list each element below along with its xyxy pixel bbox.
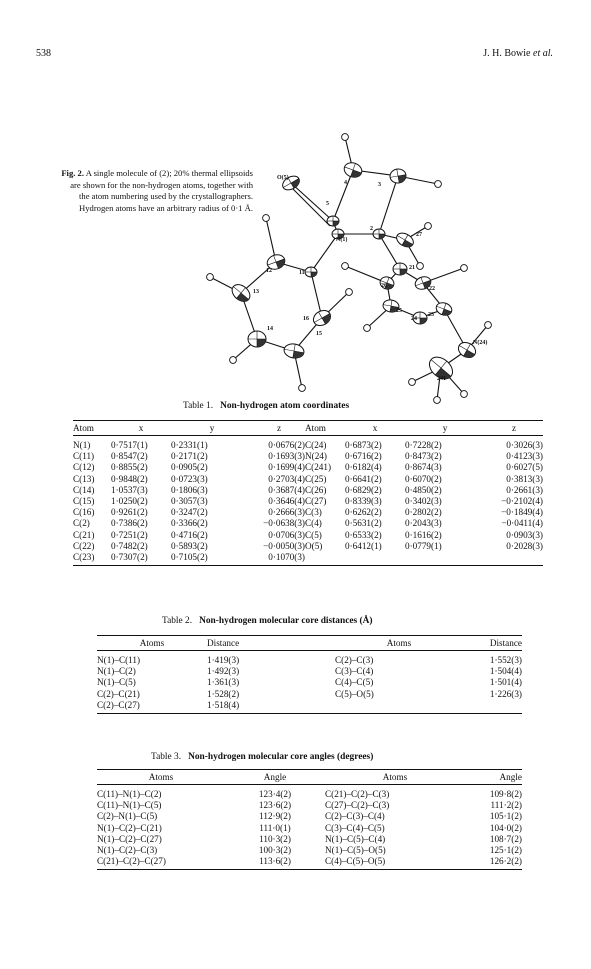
table1-cell [345, 552, 405, 566]
table1-cell: C(15) [73, 496, 95, 507]
bond-n1-c11 [311, 234, 338, 272]
table3-cell: 111·2(2) [490, 800, 522, 811]
table3-cell: 104·0(2) [489, 822, 522, 833]
table3-header-cell: Angle [225, 770, 325, 785]
table2-row [97, 689, 522, 700]
table1-cell: 0·5893(2) [171, 540, 208, 551]
table1-cell: C(13) [73, 473, 95, 484]
table3-cell: 111·0(1) [259, 822, 291, 833]
table1-cell: 0·6182(4) [345, 462, 382, 473]
table1-title-text: Non-hydrogen atom coordinates [220, 401, 350, 411]
table3-label: Table 3. [151, 752, 182, 762]
table2-header-cell: Distance [207, 636, 335, 651]
molecule-atoms [207, 134, 492, 404]
atom-label: 2 [370, 226, 373, 232]
table3-cell: C(3)–C(4)–C(5) [325, 822, 385, 833]
table1-cell: 0·2043(3) [405, 518, 442, 529]
atom-ellipsoid-c14 [248, 331, 266, 347]
table1-cell: 0·2171(2) [171, 451, 208, 462]
table3-cell: 100·3(2) [258, 845, 292, 856]
table1-header-cell: y [405, 421, 485, 436]
table1-cell: C(11) [73, 451, 95, 462]
table2-cell: 1·504(4) [489, 666, 522, 677]
atom-label: 4 [344, 180, 347, 186]
table1-header-cell: z [253, 421, 305, 436]
table3-cell: 113·6(2) [225, 856, 325, 870]
table1-cell: 0·4850(2) [405, 484, 442, 495]
table1-cell [305, 552, 345, 566]
table1-cell: C(22) [73, 540, 95, 551]
table1-cell: 0·3813(3) [506, 473, 543, 484]
table1-cell: C(241) [305, 462, 332, 473]
table2-row [97, 700, 522, 714]
table1-cell: 0·1616(2) [405, 529, 442, 540]
table3-cell: N(1)–C(5)–O(5) [325, 845, 386, 856]
table1-cell: N(1) [73, 440, 91, 450]
table1-cell: −0·0638(3) [263, 518, 305, 529]
table3-cell: 126·2(2) [465, 856, 522, 870]
table2-label: Table 2. [162, 616, 193, 626]
table3-title-text: Non-hydrogen molecular core angles (degrees) [188, 752, 374, 762]
atom-label: N(1) [336, 237, 348, 243]
table1-cell: 0·8473(2) [405, 451, 442, 462]
table1-row [73, 507, 543, 518]
atom-label: 24 [411, 316, 417, 322]
table1-cell: 0·0903(3) [506, 529, 543, 540]
hydrogen-atom-h4 [342, 134, 349, 141]
table1-cell: 0·8674(3) [405, 462, 442, 473]
table2-cell: N(1)–C(2) [97, 666, 136, 677]
hydrogen-atom-h241c [434, 397, 441, 404]
atom-ellipsoid-c3 [389, 168, 407, 185]
table1-cell: 0·3402(3) [405, 496, 442, 507]
table1-row [73, 474, 543, 485]
table1-cell: O(5) [305, 540, 323, 551]
table3-cell: 105·1(2) [489, 811, 522, 822]
table1-row [73, 541, 543, 552]
table1-cell: 0·3366(2) [171, 518, 208, 529]
table2-title [162, 616, 373, 626]
table1-header-cell: Atom [305, 421, 345, 436]
table3-cell: N(1)–C(5)–C(4) [325, 833, 386, 844]
table3-cell: N(1)–C(2)–C(27) [97, 833, 162, 844]
table1-cell: C(24) [305, 440, 327, 450]
table3-cell: C(11)–N(1)–C(5) [97, 800, 162, 811]
table1-cell: C(2) [73, 518, 90, 529]
table1-cell: C(4) [305, 518, 322, 529]
table3-row [97, 800, 522, 811]
hydrogen-atom-h12 [263, 215, 270, 222]
table1-cell: C(26) [305, 484, 327, 495]
table2-cell: 1·518(4) [207, 700, 335, 714]
table1-cell: C(23) [73, 552, 111, 566]
atom-label: 5 [326, 201, 329, 207]
table1-cell: 0·2703(4) [268, 473, 305, 484]
table1-cell: 0·1070(3) [253, 552, 305, 566]
table2-row [97, 677, 522, 688]
table3-cell: N(1)–C(2)–C(21) [97, 822, 162, 833]
table1-cell: 1·0250(2) [111, 496, 148, 507]
table3-cell: C(11)–N(1)–C(2) [97, 789, 162, 799]
table2-cell: 1·419(3) [207, 655, 240, 665]
table1-cell: C(16) [73, 507, 95, 518]
table1-cell: 0·8547(2) [111, 451, 148, 462]
table1-cell: −0·1849(4) [501, 507, 543, 518]
atom-label: 26 [381, 283, 387, 289]
table1-header-cell: Atom [73, 421, 111, 436]
table3-row [97, 785, 522, 801]
molecule-ortep-figure [0, 0, 591, 420]
table1-cell: 0·6873(2) [345, 440, 382, 450]
figure-caption-label: Fig. 2. [61, 168, 84, 178]
table3-cell: 110·3(2) [259, 833, 291, 844]
table2-cell: 1·226(3) [489, 688, 522, 699]
table1-row [73, 530, 543, 541]
table1-header-cell: y [171, 421, 253, 436]
table1-cell [405, 552, 485, 566]
table2-cell: C(2)–C(21) [97, 688, 140, 699]
table1-cell: 0·3247(2) [171, 507, 208, 518]
table2-row [97, 651, 522, 667]
table1-cell: 0·3687(4) [268, 484, 305, 495]
hydrogen-atom-h26 [342, 263, 349, 270]
atom-ellipsoid-c5 [327, 216, 339, 226]
table1-cell: 0·3646(4) [268, 496, 305, 507]
table2-cell: C(2)–C(27) [97, 700, 207, 714]
table1-cell: 0·7482(2) [111, 540, 148, 551]
table1-cell: 0·6716(2) [345, 451, 382, 462]
table1-cell: N(24) [305, 451, 327, 462]
table1-header-cell: x [345, 421, 405, 436]
atom-label: N(24) [473, 340, 488, 346]
table2-header-cell: Atoms [97, 636, 207, 651]
table1-row [73, 451, 543, 462]
table3-header-cell: Atoms [325, 770, 465, 785]
table1-cell: C(5) [305, 529, 322, 540]
atom-label: 11 [299, 270, 305, 276]
table3-cell: 112·9(2) [259, 811, 291, 822]
atom-label: 12 [266, 268, 272, 274]
atom-label: 241 [437, 376, 446, 382]
table2-row [97, 666, 522, 677]
atom-ellipsoid-c21 [393, 263, 407, 275]
atom-ellipsoid-c15 [283, 342, 305, 359]
table3-cell: C(21)–C(2)–C(3) [325, 789, 390, 799]
table2-cell: 1·361(3) [207, 677, 240, 688]
table3-header-cell: Angle [465, 770, 522, 785]
table1-cell: 0·6533(2) [345, 529, 382, 540]
atom-label: 3 [378, 182, 381, 188]
table1-cell: 0·3057(3) [171, 496, 208, 507]
table1-cell: C(14) [73, 484, 95, 495]
table1-cell: 0·2802(2) [405, 507, 442, 518]
table3-cell: C(2)–C(3)–C(4) [325, 811, 385, 822]
table1-row [73, 462, 543, 473]
table1-cell: C(12) [73, 462, 95, 473]
table2-cell: N(1)–C(11) [97, 655, 141, 665]
table2-cell: C(4)–C(5) [335, 677, 374, 688]
table1-cell: 0·0905(2) [171, 462, 208, 473]
atom-label: 16 [303, 316, 309, 322]
table1-header-cell: z [485, 421, 543, 436]
table1-cell: 0·8339(3) [345, 496, 382, 507]
table1-cell: 0·2028(3) [506, 540, 543, 551]
table3-cell: 123·4(2) [258, 789, 292, 799]
table3-row [97, 834, 522, 845]
table3-cell: C(27)–C(2)–C(3) [325, 800, 390, 811]
table1-cell: 1·0537(3) [111, 484, 148, 495]
table1-row [73, 485, 543, 496]
table3-row [97, 823, 522, 834]
hydrogen-atom-h16 [346, 289, 353, 296]
atom-ellipsoid-c4 [342, 160, 364, 179]
table1-cell: 0·1693(3) [268, 451, 305, 462]
table3-title [151, 752, 373, 762]
hydrogen-atom-h14 [230, 357, 237, 364]
figure-caption-text: A single molecule of (2); 20% thermal ellipsoids are shown for the non-hydrogen atoms, together with the atom numbering used by the crystallographers. Hydrogen atoms have an arbitrary radius of 0·1 Å. [70, 168, 253, 213]
table1-cell: 0·6262(2) [345, 507, 382, 518]
table3-cell: 125·1(2) [489, 845, 522, 856]
table3-cell: 109·8(2) [489, 789, 522, 799]
table1-atom-coordinates [73, 420, 543, 566]
table1-cell [485, 552, 543, 566]
table1-cell: C(25) [305, 473, 327, 484]
table1-cell: 0·6027(5) [506, 462, 543, 473]
table1-cell: 0·7251(2) [111, 529, 148, 540]
table1-title [183, 401, 349, 411]
table1-cell: 0·9261(2) [111, 507, 148, 518]
table2-title-text: Non-hydrogen molecular core distances (Å) [199, 616, 373, 626]
table3-cell: C(21)–C(2)–C(27) [97, 856, 225, 870]
bond-c5-c4 [333, 170, 353, 221]
atom-label: 15 [316, 331, 322, 337]
atom-ellipsoid-c11 [305, 267, 317, 277]
table2-core-distances [97, 635, 522, 714]
table3-cell: 123·6(2) [258, 800, 292, 811]
hydrogen-atom-h13 [207, 274, 214, 281]
table2-cell [463, 700, 522, 714]
table1-cell: 0·4716(2) [171, 529, 208, 540]
hydrogen-atom-h27b [417, 263, 424, 270]
bond-c3-c2 [379, 176, 398, 234]
atom-label: 27 [416, 232, 422, 238]
table1-cell: 0·5631(2) [345, 518, 382, 529]
atom-ellipsoid-c23 [434, 301, 453, 318]
atom-label: O(5) [277, 175, 289, 181]
table1-row [73, 552, 543, 566]
table1-cell: 0·1699(4) [268, 462, 305, 473]
table2-cell: 1·501(4) [489, 677, 522, 688]
atom-ellipsoid-c27 [394, 230, 416, 249]
table1-header-cell: x [111, 421, 171, 436]
table1-cell: 0·2331(1) [171, 440, 208, 450]
table1-cell: −0·0411(4) [501, 518, 543, 529]
table2-header-cell: Distance [463, 636, 522, 651]
table1-cell: 0·0779(1) [405, 540, 442, 551]
page-number: 538 [36, 48, 51, 59]
table2-cell: C(3)–C(4) [335, 666, 374, 677]
table2-cell: 1·492(3) [207, 666, 240, 677]
table2-cell: 1·552(3) [489, 655, 522, 665]
table1-cell: −0·0050(3) [263, 540, 305, 551]
table1-cell: 0·6829(2) [345, 484, 382, 495]
table1-cell: 0·6641(2) [345, 473, 382, 484]
table1-cell: 0·1806(3) [171, 484, 208, 495]
table3-cell: C(2)–N(1)–C(5) [97, 811, 158, 822]
table1-cell: 0·6070(2) [405, 473, 442, 484]
atom-ellipsoid-c2 [373, 229, 385, 239]
atom-label: 13 [253, 289, 259, 295]
table1-cell: 0·7105(2) [171, 552, 253, 566]
table1-cell: 0·9848(2) [111, 473, 148, 484]
table2-cell: C(2)–C(3) [335, 655, 374, 665]
hydrogen-atom-h27a [425, 223, 432, 230]
table1-cell: 0·2666(3) [268, 507, 305, 518]
hydrogen-atom-h23 [485, 322, 492, 329]
atom-label: 22 [429, 286, 435, 292]
hydrogen-atom-h22 [461, 265, 468, 272]
table1-cell: −0·2102(4) [501, 496, 543, 507]
atom-label: 21 [409, 265, 415, 271]
running-head-authors: J. H. Bowie [483, 48, 531, 59]
table1-cell: 0·7228(2) [405, 440, 442, 450]
hydrogen-atom-h241a [409, 379, 416, 386]
table1-cell: 0·8855(2) [111, 462, 148, 473]
table1-cell: C(21) [73, 529, 95, 540]
table1-cell: 0·7307(2) [111, 552, 171, 566]
table3-row [97, 856, 522, 870]
table1-cell: C(3) [305, 507, 322, 518]
hydrogen-atom-h241b [461, 391, 468, 398]
table3-core-angles [97, 769, 522, 870]
table3-cell: C(4)–C(5)–O(5) [325, 856, 465, 870]
table3-row [97, 811, 522, 822]
table2-header-cell: Atoms [335, 636, 463, 651]
table1-cell: 0·2661(3) [506, 484, 543, 495]
hydrogen-atom-h3 [435, 181, 442, 188]
table1-cell: 0·0706(3) [268, 529, 305, 540]
table1-row [73, 518, 543, 529]
table1-label: Table 1. [183, 401, 214, 411]
table2-cell: N(1)–C(5) [97, 677, 136, 688]
table1-cell: 0·0676(2) [268, 440, 305, 450]
table2-cell: 1·528(2) [207, 688, 240, 699]
table1-row [73, 436, 543, 452]
table3-cell: N(1)–C(2)–C(3) [97, 845, 158, 856]
bond-carbonyl-second-line [293, 189, 330, 226]
table2-cell: C(5)–O(5) [335, 688, 374, 699]
table3-cell: 108·7(2) [489, 833, 522, 844]
hydrogen-atom-h25 [364, 325, 371, 332]
running-head-et-al: et al. [533, 48, 553, 59]
table1-cell: 0·4123(3) [506, 451, 543, 462]
hydrogen-atom-h15 [299, 385, 306, 392]
atom-label: 14 [267, 326, 273, 332]
atom-label: 25 [396, 308, 402, 314]
table1-cell: 0·6412(1) [345, 540, 382, 551]
table1-cell: 0·3026(3) [506, 440, 543, 450]
table3-row [97, 845, 522, 856]
atom-label: 23 [428, 312, 434, 318]
table1-cell: 0·7517(1) [111, 440, 148, 450]
table2-cell [335, 700, 463, 714]
table3-header-cell: Atoms [97, 770, 225, 785]
table1-cell: 0·0723(3) [171, 473, 208, 484]
table1-row [73, 496, 543, 507]
table1-cell: 0·7386(2) [111, 518, 148, 529]
table1-cell: C(27) [305, 496, 327, 507]
